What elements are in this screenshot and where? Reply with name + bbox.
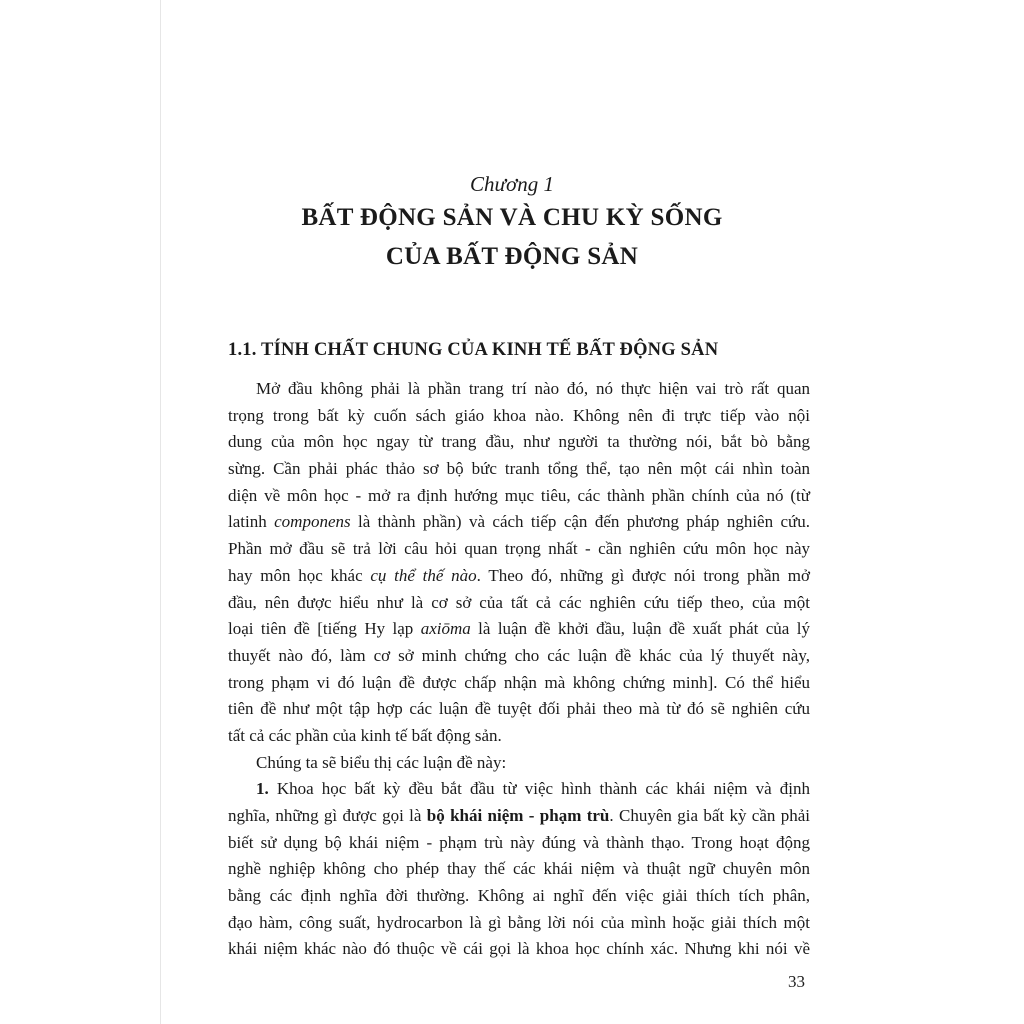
text-line: biết sử dụng bộ khái niệm - phạm trù này đúng và thành thạo. Trong hoạt động xyxy=(228,832,810,852)
page-edge-line xyxy=(160,0,161,1024)
list-number: 1. xyxy=(256,779,269,799)
page-number: 33 xyxy=(788,972,805,991)
text-run: là luận đề khởi đầu, luận đề xuất phát của lý xyxy=(470,619,810,639)
text-run: nghĩa, những gì được gọi là xyxy=(228,806,427,825)
text-line: Chúng ta sẽ biểu thị các luận đề này: xyxy=(256,752,507,772)
text-run: loại tiên đề [tiếng Hy lạp xyxy=(228,619,421,639)
text-line: thuyết nào đó, làm cơ sở minh chứng cho các luận đề khác của lý thuyết này, xyxy=(228,645,810,665)
text-line: Mở đầu không phải là phần trang trí nào đó, nó thực hiện vai trò rất quan xyxy=(256,379,810,398)
text-run: latinh xyxy=(228,512,275,532)
italic-term: axiōma xyxy=(420,619,471,639)
text-line xyxy=(228,616,810,643)
text-line xyxy=(228,563,810,590)
text-line xyxy=(228,509,810,536)
text-line: dung của môn học ngay từ trang đầu, như người ta thường nói, bắt bò bằng xyxy=(228,432,810,452)
section-heading: 1.1. TÍNH CHẤT CHUNG CỦA KINH TẾ BẤT ĐỘNG SẢN xyxy=(228,340,719,360)
text-run: hay môn học khác xyxy=(228,565,371,585)
text-line xyxy=(228,803,810,830)
text-line: nghề nghiệp không cho phép thay thế các khái niệm và thuật ngữ chuyên môn xyxy=(228,859,810,879)
bold-term: bộ khái niệm - phạm trù xyxy=(426,806,610,825)
text-line: tiên đề như một tập hợp các luận đề tuyệt đối phải theo mà từ đó sẽ nghiên cứu xyxy=(228,699,810,719)
text-line: tất cả các phần của kinh tế bất động sản. xyxy=(228,725,502,745)
chapter-title-line-2: CỦA BẤT ĐỘNG SẢN xyxy=(385,243,639,270)
text-line: trọng trong bất kỳ cuốn sách giáo khoa nào. Không nên đi trực tiếp vào nội xyxy=(228,405,810,425)
italic-term: componens xyxy=(274,512,351,532)
text-line: đạo hàm, công suất, hydrocarbon là gì bằng lời nói của mình hoặc giải thích một xyxy=(228,912,810,932)
text-run: . Theo đó, những gì được nói trong phần mở xyxy=(476,565,810,585)
body-text xyxy=(228,376,810,963)
text-line: sừng. Cần phải phác thảo sơ bộ bức tranh tổng thể, tạo nên một cái nhìn toàn xyxy=(228,459,810,479)
text-line: bằng các định nghĩa đời thường. Không ai nghĩ đến việc giải thích tích phân, xyxy=(228,886,810,906)
text-line: đầu, nên được hiểu như là cơ sở của tất cả các nghiên cứu tiếp theo, của một xyxy=(228,592,810,612)
text-run: là thành phần) và cách tiếp cận đến phương pháp nghiên cứu. xyxy=(350,512,810,532)
chapter-label: Chương 1 xyxy=(470,172,554,196)
italic-term: cụ thể thế nào xyxy=(370,565,477,585)
text-line: khái niệm khác nào đó thuộc về cái gọi là khoa học chính xác. Nhưng khi nói về xyxy=(228,939,810,959)
text-line xyxy=(228,776,810,803)
text-line: Phần mở đầu sẽ trả lời câu hỏi quan trọng nhất - cần nghiên cứu môn học này xyxy=(228,539,810,559)
text-run: . Chuyên gia bất kỳ cần phải xyxy=(609,806,811,825)
text-line: diện về môn học - mở ra định hướng mục tiêu, các thành phần chính của nó (từ xyxy=(228,485,810,505)
text-line: trong phạm vi đó luận đề được chấp nhận mà không chứng minh]. Có thể hiểu xyxy=(228,672,810,692)
chapter-title-line-1: BẤT ĐỘNG SẢN VÀ CHU KỲ SỐNG xyxy=(301,204,723,231)
text-run: Khoa học bất kỳ đều bắt đầu từ việc hình thành các khái niệm và định xyxy=(268,779,810,799)
